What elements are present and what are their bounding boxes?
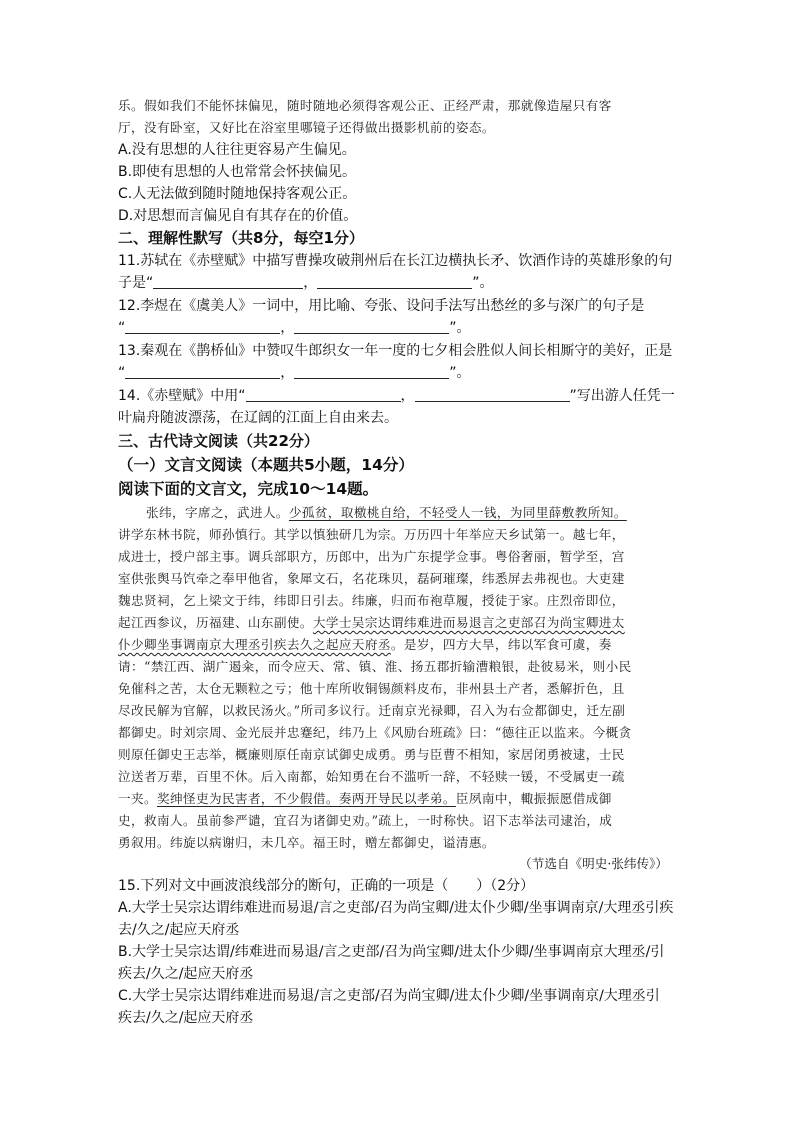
q13-blank-2[interactable] bbox=[294, 364, 449, 379]
q15-option-b-line-2: 疾去/久之/起应天府丞 bbox=[118, 966, 254, 982]
passage-line-2: 讲学东林书院，师孙慎行。其学以慎独研几为宗。万历四十年举应天乡试第一。越七年， bbox=[118, 527, 625, 542]
q14-line-2: 叶扁舟随波漂荡，在辽阔的江面上自由来去。 bbox=[118, 410, 398, 426]
passage-text: 臣夙南中，輙振振愿借成御 bbox=[455, 791, 612, 806]
section-3-heading: 三、古代诗文阅读（共22分） bbox=[118, 432, 319, 450]
q14-suffix: ”写出游人任凭一 bbox=[569, 388, 675, 404]
q13-sep: ， bbox=[280, 365, 295, 381]
passage-line-9: 免催科之苦，太仓无颗粒之亏；他十库所收铜锡颜料皮布，非州县土产者，悉解折色，且 bbox=[118, 681, 625, 696]
passage-underlined-1: 少孤贫，取檄桃自给，不轻受人一钱，为同里薛敷教所知。 bbox=[288, 505, 627, 520]
passage-line-7 bbox=[118, 635, 678, 655]
q14-prefix: 14.《赤壁赋》中用“ bbox=[118, 388, 246, 404]
passage-line-13: 泣送者万辈，百里不休。后入南都，始知勇在台不滥听一辞，不轻赎一锾，不受属吏一疏 bbox=[118, 769, 625, 784]
q15-option-c-line-2: 疾去/久之/起应天府丞 bbox=[118, 1010, 254, 1026]
passage-underlined-2: 奖绅怪吏为民害者，不少假借。奏两开导民以孝弟。 bbox=[156, 791, 456, 806]
q11-end: ”。 bbox=[472, 275, 494, 291]
q12-sep: ， bbox=[280, 320, 295, 336]
q13-end: ”。 bbox=[449, 365, 471, 381]
passage-line-3: 成进士，授户部主事。调兵部职方，历郎中，出为广东提学佥事。粤俗奢丽，暂学至，宫 bbox=[118, 549, 625, 564]
q15-stem: 15.下列对文中画波浪线部分的断句，正确的一项是（ ）（2分） bbox=[118, 878, 535, 894]
option-a: A.没有思想的人往往更容易产生偏见。 bbox=[118, 142, 356, 158]
q11-sep: ， bbox=[303, 275, 318, 291]
q11-blank-2[interactable] bbox=[317, 274, 472, 289]
passage-line-10: 尽改民解为官解，以救民汤火。”所司多议行。迁南京光禄卿，召入为右佥都御史，迁左副 bbox=[118, 703, 626, 718]
passage-line-16: 勇叙用。纬旋以病谢归，未几卒。福王时，赠左都御史，谥清惠。 bbox=[118, 835, 495, 850]
option-d: D.对思想而言偏见自有其存在的价值。 bbox=[118, 208, 358, 224]
q12-end: ”。 bbox=[449, 320, 471, 336]
wavy-underlined-part-2: 仆少卿坐事调南京大理丞引疾去久之起应天府丞 bbox=[118, 637, 391, 652]
passage-line-4: 室供张舆马饩牵之奉甲他省，象犀文石，名花珠贝，磊砢璀璨，纬悉屏去弗视也。大吏建 bbox=[118, 571, 625, 586]
q13-line-2 bbox=[118, 363, 678, 383]
q14-sep: ， bbox=[400, 388, 415, 404]
q15-option-a-line-2: 去/久之/起应天府丞 bbox=[118, 922, 240, 938]
subsection-1-heading: （一）文言文阅读（本题共5小题，14分） bbox=[118, 456, 414, 474]
passage-line-15: 史，救南人。虽前参严谴，宜召为诸御史劝。”疏上，一时称快。诏下志举法司逮治，成 bbox=[118, 813, 613, 828]
passage-text: 一夹。 bbox=[118, 791, 157, 806]
q12-blank-1[interactable] bbox=[125, 319, 280, 334]
passage-line-8: 请：“禁江西、湖广遏籴，而令应天、常、镇、淮、扬五郡折输漕粮银，赴彼易米，则小民 bbox=[118, 659, 632, 674]
reading-instruction: 阅读下面的文言文，完成10～14题。 bbox=[118, 480, 379, 498]
q12-line-1: 12.李煜在《虞美人》一词中，用比喻、夸张、设问手法写出愁丝的多与深广的句子是 bbox=[118, 298, 645, 314]
intro-line-2: 厅，没有卧室，又好比在浴室里哪镜子还得做出摄影机前的姿态。 bbox=[118, 120, 495, 135]
q11-line-2 bbox=[118, 273, 678, 293]
passage-line-6 bbox=[118, 613, 678, 633]
q14-blank-2[interactable] bbox=[415, 387, 570, 402]
q12-line-2 bbox=[118, 318, 678, 338]
section-2-heading: 二、理解性默写（共8分，每空1分） bbox=[118, 229, 364, 247]
passage-text: 张纬，字席之，武进人。 bbox=[146, 505, 289, 520]
q13-blank-1[interactable] bbox=[125, 364, 280, 379]
q12-prefix: “ bbox=[118, 320, 126, 336]
passage-line-11: 都御史。时刘宗周、金光辰并忠蹇纪，纬乃上《风励台班疏》曰：“德往正以监来。今概贪 bbox=[118, 725, 632, 740]
wavy-underlined-part-1: 大学士吴宗达谓纬难进而易退言之吏部召为尚宝卿进太 bbox=[312, 615, 625, 630]
q12-blank-2[interactable] bbox=[294, 319, 449, 334]
q11-prefix: 子是“ bbox=[118, 275, 154, 291]
passage-line-12: 则原任御史王志举，概廉则原任南京试御史成勇。勇与臣曹不相知，家居闭勇被逮，士民 bbox=[118, 747, 625, 762]
passage-source: （节选自《明史·张纬传》） bbox=[519, 856, 668, 871]
q14-blank-1[interactable] bbox=[246, 387, 401, 402]
q15-option-b-line-1: B.大学士吴宗达谓/纬难进而易退/言之吏部/召为尚宝卿/进太仆少卿/坐事调南京大理丞/引 bbox=[118, 944, 665, 960]
q15-option-a-line-1: A.大学士吴宗达谓纬难进而易退/言之吏部/召为尚宝卿/进太仆少卿/坐事调南京/大理丞引疾 bbox=[118, 900, 674, 916]
passage-line-1 bbox=[118, 503, 706, 523]
q15-option-c-line-1: C.大学士吴宗达谓纬难进而易退/言之吏部/召为尚宝卿/进太仆少卿/坐事调南京/大理丞引 bbox=[118, 988, 660, 1004]
option-c: C.人无法做到随时随地保持客观公正。 bbox=[118, 186, 357, 202]
passage-text: 。是岁，四方大旱，纬以军食可虞，奏 bbox=[390, 637, 612, 652]
intro-line-1: 乐。假如我们不能怀抹偏见，随时随地必须得客观公正、正经严肃，那就像造屋只有客 bbox=[118, 98, 612, 113]
option-b: B.即使有思想的人也常常会怀挟偏见。 bbox=[118, 164, 357, 180]
q11-blank-1[interactable] bbox=[153, 274, 303, 289]
q11-line-1: 11.苏轼在《赤壁赋》中描写曹操攻破荆州后在长江边横执长矛、饮酒作诗的英雄形象的句 bbox=[118, 253, 673, 269]
passage-line-5: 魏忠贤祠，乞上梁文于纬，纬即日引去。纬廉，归而布袍草履，授徒于家。庄烈帝即位， bbox=[118, 593, 625, 608]
passage-text: 起江西参议，历福建、山东副使。 bbox=[118, 615, 313, 630]
q13-prefix: “ bbox=[118, 365, 126, 381]
passage-line-14 bbox=[118, 789, 678, 809]
q14-line-1 bbox=[118, 386, 678, 406]
q13-line-1: 13.秦观在《鹊桥仙》中赞叹牛郎织女一年一度的七夕相会胜似人间长相厮守的美好，正是 bbox=[118, 343, 673, 359]
